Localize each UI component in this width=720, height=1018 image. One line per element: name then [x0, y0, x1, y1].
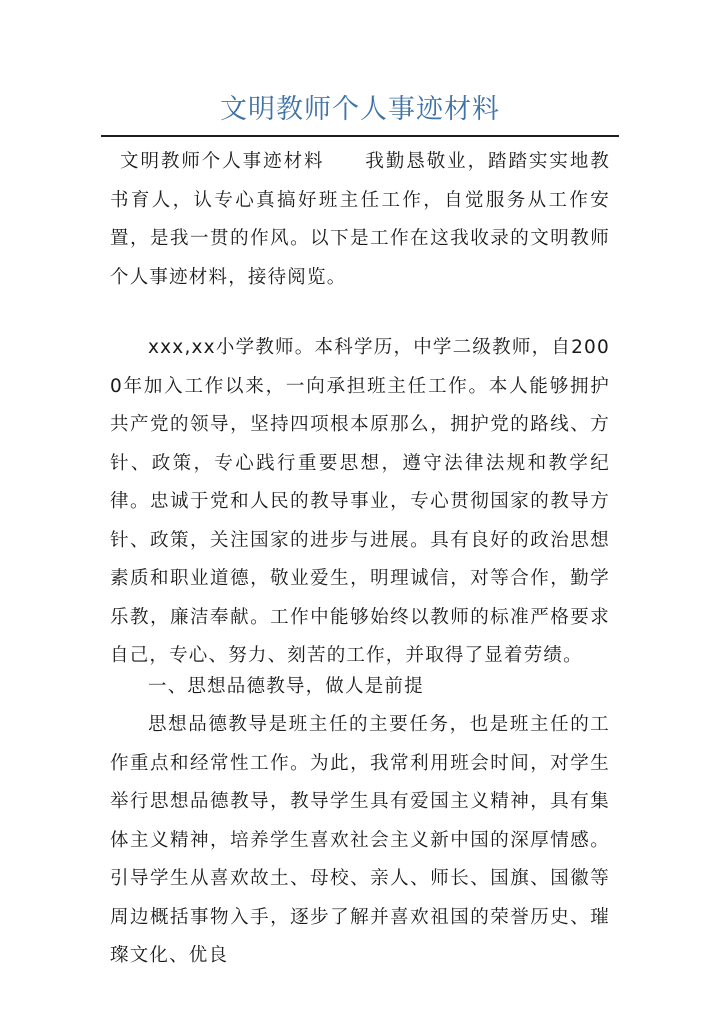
document-title: 文明教师个人事迹材料: [220, 94, 500, 125]
title-underline: [101, 135, 619, 137]
intro-paragraph: 文明教师个人事迹材料 我勤恳敬业，踏踏实实地教书育人，认专心真搞好班主任工作，自觉服务从工作安置，是我一贯的作风。以下是工作在这我收录的文明教师个人事迹材料，接待阅览。: [110, 151, 610, 288]
body-paragraph-1: xxx,xx小学教师。本科学历，中学二级教师，自2000年加入工作以来，一向承担班主任工作。本人能够拥护共产党的领导，坚持四项根本原那么，拥护党的路线、方针、政策，专心践行重要思想，遵守法律法规和教学纪律。忠诚于党和人民的教导事业，专心贯彻国家的教导方针、政策，关注国家的进步与进展。具有良好的政治思想素质和职业道德，敬业爱生，明理诚信，对等合作，勤学乐教，廉洁奉献。工作中能够始终以教师的标准严格要求自己，专心、努力、刻苦的工作，并取得了显着劳绩。: [110, 337, 610, 666]
section-heading-1: 一、思想品德教导，做人是前提: [148, 676, 424, 697]
body-paragraph-2: 思想品德教导是班主任的主要任务，也是班主任的工作重点和经常性工作。为此，我常利用班会时间，对学生举行思想品德教导，教导学生具有爱国主义精神，具有集体主义精神，培养学生喜欢社会主义新中国的深厚情感。引导学生从喜欢故土、母校、亲人、师长、国旗、国徽等周边概括事物入手，逐步了解并喜欢祖国的荣誉历史、璀璨文化、优良: [110, 714, 610, 966]
